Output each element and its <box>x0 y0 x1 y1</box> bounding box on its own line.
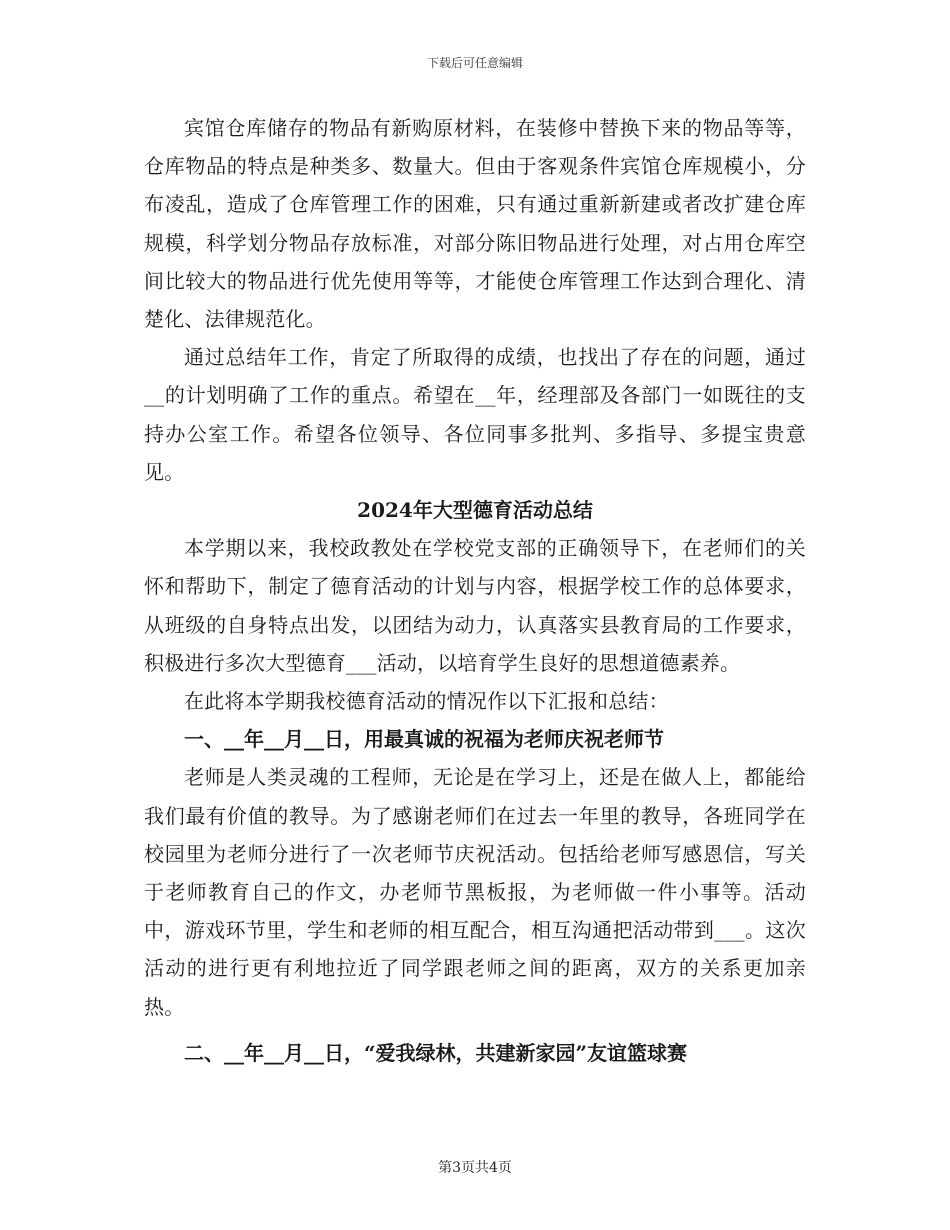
page-header-note: 下载后可任意编辑 <box>426 56 523 70</box>
document-body <box>144 109 806 1072</box>
paragraph-intro: 本学期以来，我校政教处在学校党支部的正确领导下，在老师们的关怀和帮助下，制定了德育活动的计划与内容，根据学校工作的总体要求，从班级的自身特点出发，以团结为动力，认真落实县教育局的工作要求，积极进行多次大型德育___活动，以培育学生良好的思想道德素养。 <box>144 536 806 675</box>
section-heading-2: 二、__年__月__日，“爱我绿林，共建新家园”友谊篮球赛 <box>184 1040 688 1065</box>
paragraph-teachers-day: 老师是人类灵魂的工程师，无论是在学习上，还是在做人上，都能给我们最有价值的教导。为了感谢老师们在过去一年里的教导，各班同学在校园里为老师分进行了一次老师节庆祝活动。包括给老师写感恩信，写关于老师教育自己的作文，办老师节黑板报，为老师做一件小事等。活动中，游戏环节里，学生和老师的相互配合，相互沟通把活动带到___。这次活动的进行更有利地拉近了同学跟老师之间的距离，双方的关系更加亲热。 <box>144 765 806 1019</box>
page-number: 第3页共4页 <box>438 1160 512 1176</box>
paragraph-warehouse: 宾馆仓库储存的物品有新购原材料，在装修中替换下来的物品等等，仓库物品的特点是种类多、数量大。但由于客观条件宾馆仓库规模小，分布凌乱，造成了仓库管理工作的困难，只有通过重新新建或者改扩建仓库规模，科学划分物品存放标准，对部分陈旧物品进行处理，对占用仓库空间比较大的物品进行优先使用等等，才能使仓库管理工作达到合理化、清楚化、法律规范化。 <box>144 116 806 332</box>
paragraph-report: 在此将本学期我校德育活动的情况作以下汇报和总结： <box>184 689 669 714</box>
paragraph-summary: 通过总结年工作，肯定了所取得的成绩，也找出了存在的问题，通过__的计划明确了工作的重点。希望在__年，经理部及各部门一如既往的支持办公室工作。希望各位领导、各位同事多批判、多指导、多提宝贵意见。 <box>144 345 806 484</box>
document-title: 2024年大型德育活动总结 <box>357 498 593 523</box>
section-heading-1: 一、__年__月__日，用最真诚的祝福为老师庆祝老师节 <box>184 727 664 752</box>
